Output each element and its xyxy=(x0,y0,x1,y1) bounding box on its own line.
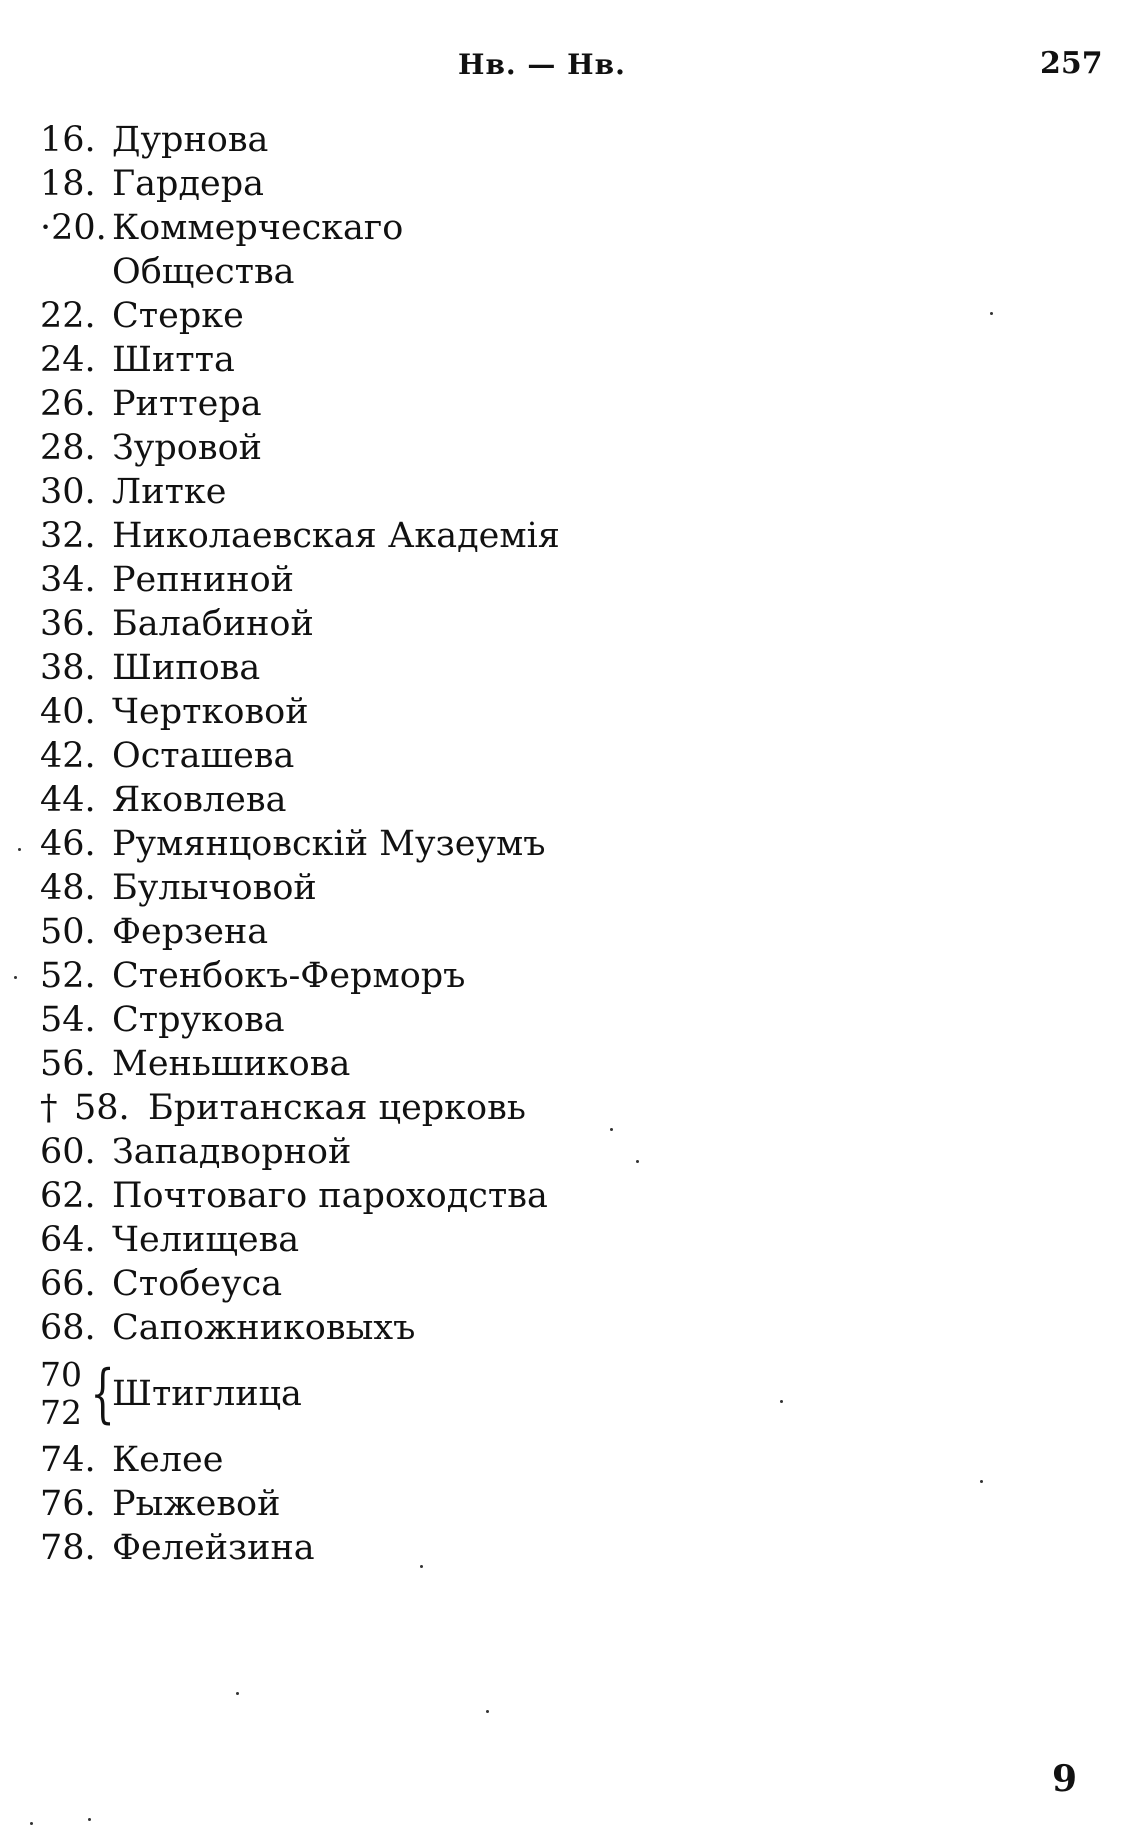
list-item xyxy=(40,1042,600,1086)
list-item xyxy=(40,602,600,646)
list-item xyxy=(40,998,600,1042)
list-item xyxy=(40,206,600,294)
list-item xyxy=(40,910,600,954)
entry-number: 54. xyxy=(40,1000,96,1040)
entry-number: 56. xyxy=(40,1044,96,1084)
list-item xyxy=(40,1130,600,1174)
list-item xyxy=(40,778,600,822)
list-item xyxy=(40,514,600,558)
signature-mark: 9 xyxy=(1052,1758,1078,1800)
print-speck xyxy=(486,1710,489,1713)
entry-number: 44. xyxy=(40,780,96,820)
entry-number: 60. xyxy=(40,1132,96,1172)
entry-number: 34. xyxy=(40,560,96,600)
list-item xyxy=(40,470,600,514)
house-number-list xyxy=(40,118,600,1570)
print-speck xyxy=(780,1400,783,1403)
list-item xyxy=(40,382,600,426)
print-speck xyxy=(30,1822,33,1825)
list-item xyxy=(40,866,600,910)
entry-name: Румянцовскій Музеумъ xyxy=(112,824,546,864)
entry-number: 26. xyxy=(40,384,96,424)
entry-number: 52. xyxy=(40,956,96,996)
entry-number: 18. xyxy=(40,164,96,204)
entry-number: 58. xyxy=(74,1088,130,1128)
entry-number: 32. xyxy=(40,516,96,556)
entry-number: 22. xyxy=(40,296,96,336)
entry-number: 62. xyxy=(40,1176,96,1216)
print-speck xyxy=(14,976,17,979)
entry-number: 64. xyxy=(40,1220,96,1260)
entry-name: Стобеуса xyxy=(112,1264,283,1304)
list-item xyxy=(40,294,600,338)
list-item xyxy=(40,1526,600,1570)
entry-name: Риттера xyxy=(112,384,262,424)
entry-name: Балабиной xyxy=(112,604,314,644)
print-speck xyxy=(236,1692,239,1695)
entry-number: 70 xyxy=(40,1355,82,1394)
entry-name: Дурнова xyxy=(112,120,269,160)
list-item xyxy=(40,162,600,206)
entry-number: 68. xyxy=(40,1308,96,1348)
entry-number: 30. xyxy=(40,472,96,512)
list-item xyxy=(40,1086,600,1130)
list-item xyxy=(40,734,600,778)
entry-name: Коммерческаго Общества xyxy=(112,208,404,292)
print-speck xyxy=(980,1480,983,1483)
dagger-icon: † xyxy=(40,1088,58,1128)
print-speck xyxy=(990,312,993,315)
entry-name: Осташева xyxy=(112,736,295,776)
curly-brace-icon: { xyxy=(90,1357,115,1431)
list-item xyxy=(40,1174,600,1218)
list-item xyxy=(40,426,600,470)
entry-name: Британская церковь xyxy=(148,1088,526,1128)
entry-number: 36. xyxy=(40,604,96,644)
entry-number: 16. xyxy=(40,120,96,160)
list-item xyxy=(40,1438,600,1482)
print-speck xyxy=(636,1160,639,1163)
entry-name: Рыжевой xyxy=(112,1484,281,1524)
entry-number: ·20. xyxy=(40,208,107,248)
entry-number: 76. xyxy=(40,1484,96,1524)
entry-name: Стенбокъ-Ферморъ xyxy=(112,956,466,996)
entry-name: Шипова xyxy=(112,648,261,688)
entry-number: 24. xyxy=(40,340,96,380)
list-item xyxy=(40,1218,600,1262)
entry-name: Келее xyxy=(112,1440,224,1480)
entry-number: 42. xyxy=(40,736,96,776)
entry-name: Зуровой xyxy=(112,428,262,468)
print-speck xyxy=(610,1128,613,1131)
list-item xyxy=(40,558,600,602)
entry-name: Меньшикова xyxy=(112,1044,351,1084)
entry-number: 66. xyxy=(40,1264,96,1304)
entry-number: 38. xyxy=(40,648,96,688)
entry-number: 72 xyxy=(40,1393,82,1432)
page-number: 257 xyxy=(1040,46,1103,81)
entry-name: Почтоваго пароходства xyxy=(112,1176,548,1216)
list-item xyxy=(40,1262,600,1306)
braced-numbers xyxy=(40,1356,86,1432)
entry-name: Николаевская Академія xyxy=(112,516,560,556)
list-item xyxy=(40,690,600,734)
entry-number: 50. xyxy=(40,912,96,952)
list-item xyxy=(40,822,600,866)
entry-name: Яковлева xyxy=(112,780,287,820)
entry-name: Штиглица xyxy=(112,1374,302,1414)
running-head: Нв. — Нв. xyxy=(458,48,626,81)
entry-name: Чертковой xyxy=(112,692,309,732)
entry-name: Ферзена xyxy=(112,912,269,952)
list-item xyxy=(40,1306,600,1350)
entry-number: 48. xyxy=(40,868,96,908)
entry-name: Стерке xyxy=(112,296,244,336)
list-item-braced xyxy=(40,1354,600,1434)
list-item xyxy=(40,646,600,690)
entry-name: Литке xyxy=(112,472,227,512)
entry-name: Западворной xyxy=(112,1132,352,1172)
list-item xyxy=(40,954,600,998)
entry-name: Шитта xyxy=(112,340,235,380)
entry-number: 40. xyxy=(40,692,96,732)
entry-name: Струкова xyxy=(112,1000,285,1040)
list-item xyxy=(40,118,600,162)
print-speck xyxy=(88,1818,91,1821)
list-item xyxy=(40,338,600,382)
entry-number: 28. xyxy=(40,428,96,468)
print-speck xyxy=(420,1565,423,1568)
entry-name: Репниной xyxy=(112,560,294,600)
entry-name: Фелейзина xyxy=(112,1528,315,1568)
list-item xyxy=(40,1482,600,1526)
entry-name: Гардера xyxy=(112,164,264,204)
print-speck xyxy=(18,848,21,851)
entry-number: 46. xyxy=(40,824,96,864)
entry-number: 74. xyxy=(40,1440,96,1480)
entry-name: Челищева xyxy=(112,1220,300,1260)
entry-name: Булычовой xyxy=(112,868,317,908)
entry-number: 78. xyxy=(40,1528,96,1568)
entry-name: Сапожниковыхъ xyxy=(112,1308,416,1348)
